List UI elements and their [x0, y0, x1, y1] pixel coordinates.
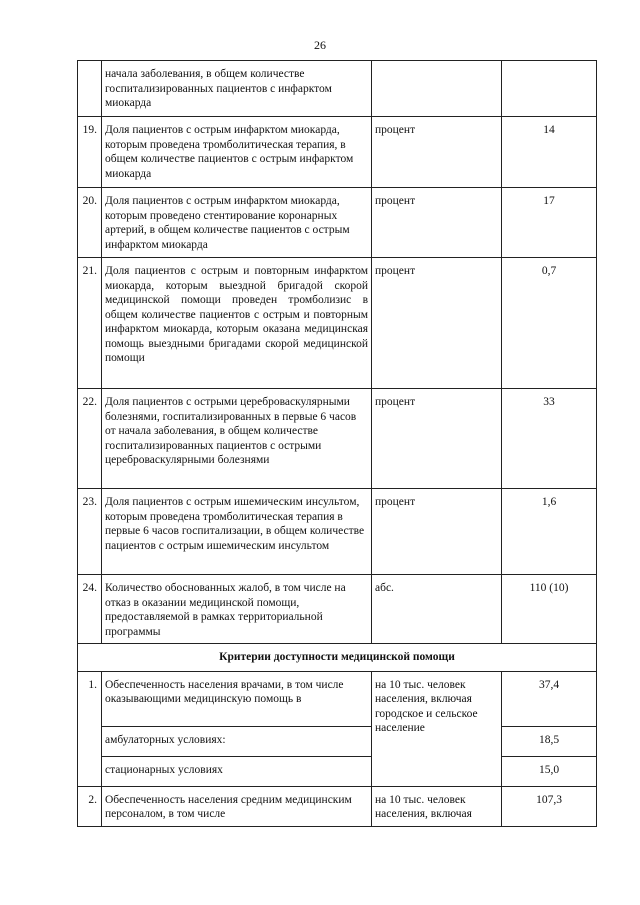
row-description: Доля пациентов с острым инфарктом миокарда, которым проведена тромболитическая терапия, в общем количестве пациентов с острым инфарктом миокарда — [102, 117, 372, 188]
table-row — [78, 786, 597, 826]
row-unit: процент — [372, 389, 502, 489]
row-value: 110 (10) — [502, 575, 597, 644]
row-unit: на 10 тыс. человек населения, включая городское и сельское население — [372, 671, 502, 786]
row-number: 22. — [78, 389, 102, 489]
table-row — [78, 188, 597, 258]
indicators-table — [77, 60, 597, 827]
page-number: 26 — [314, 38, 326, 52]
row-unit — [372, 61, 502, 117]
row-value — [502, 61, 597, 117]
row-unit: процент — [372, 489, 502, 575]
row-value: 1,6 — [502, 489, 597, 575]
row-description: Обеспеченность населения врачами, в том числе оказывающими медицинскую помощь в — [102, 671, 372, 726]
row-unit: процент — [372, 188, 502, 258]
row-value: 17 — [502, 188, 597, 258]
section-title: Критерии доступности медицинской помощи — [78, 644, 597, 672]
row-number — [78, 61, 102, 117]
row-unit: абс. — [372, 575, 502, 644]
row-description: Обеспеченность населения средним медицинским персоналом, в том числе — [102, 786, 372, 826]
row-unit: процент — [372, 117, 502, 188]
row-value: 18,5 — [502, 726, 597, 756]
row-value: 15,0 — [502, 756, 597, 786]
row-unit: на 10 тыс. человек населения, включая — [372, 786, 502, 826]
row-description: начала заболевания, в общем количестве госпитализированных пациентов с инфарктом миокарда — [102, 61, 372, 117]
table-row — [78, 389, 597, 489]
row-unit: процент — [372, 258, 502, 389]
row-sub-label: стационарных условиях — [102, 756, 372, 786]
row-value: 0,7 — [502, 258, 597, 389]
row-value: 14 — [502, 117, 597, 188]
row-description: Доля пациентов с острым ишемическим инсультом, которым проведена тромболитическая терапия в первые 6 часов госпитализации, в общем количестве пациентов с острым ишемическим инсультом — [102, 489, 372, 575]
row-value: 107,3 — [502, 786, 597, 826]
row-number: 24. — [78, 575, 102, 644]
section-row — [78, 644, 597, 672]
row-value: 33 — [502, 389, 597, 489]
row-sub-label: амбулаторных условиях: — [102, 726, 372, 756]
table-row — [78, 756, 597, 786]
row-description: Количество обоснованных жалоб, в том числе на отказ в оказании медицинской помощи, предоставляемой в рамках территориальной программы — [102, 575, 372, 644]
row-description: Доля пациентов с острым и повторным инфарктом миокарда, которым выездной бригадой скорой медицинской помощи проведен тромболизис в общем количестве пациентов с острым и повторным инфарктом миокарда, которым оказана медицинская помощь выездными бригадами скорой медицинской помощи — [102, 258, 372, 389]
row-number: 20. — [78, 188, 102, 258]
row-number: 19. — [78, 117, 102, 188]
table-row — [78, 489, 597, 575]
table-row — [78, 726, 597, 756]
row-description: Доля пациентов с острыми цереброваскулярными болезнями, госпитализированных в первые 6 часов от начала заболевания, в общем количестве госпитализированных пациентов с острыми цереброваскулярными болезнями — [102, 389, 372, 489]
row-number: 1. — [78, 671, 102, 786]
table-row — [78, 258, 597, 389]
table-row — [78, 117, 597, 188]
row-description: Доля пациентов с острым инфарктом миокарда, которым проведено стентирование коронарных артерий, в общем количестве пациентов с острым инфарктом миокарда — [102, 188, 372, 258]
table-row — [78, 671, 597, 726]
row-number: 23. — [78, 489, 102, 575]
table-row — [78, 575, 597, 644]
row-number: 21. — [78, 258, 102, 389]
table-row — [78, 61, 597, 117]
row-value: 37,4 — [502, 671, 597, 726]
row-number: 2. — [78, 786, 102, 826]
